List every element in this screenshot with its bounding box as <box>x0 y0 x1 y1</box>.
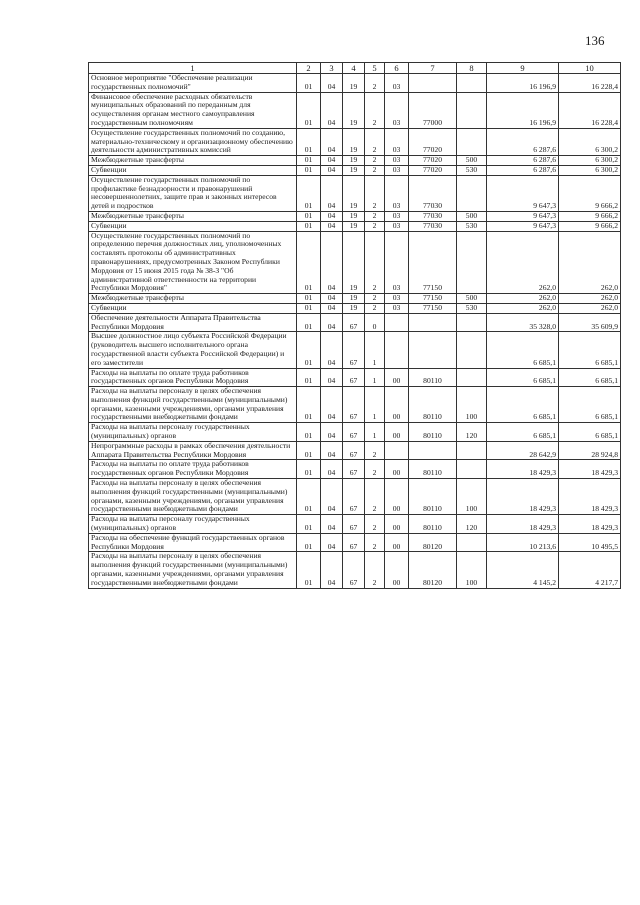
code-cell <box>457 92 487 128</box>
code-cell: 01 <box>297 175 321 211</box>
amount-cell: 18 429,3 <box>487 460 559 479</box>
code-cell: 04 <box>321 387 343 423</box>
code-cell: 2 <box>365 294 385 304</box>
amount-cell: 6 287,6 <box>487 165 559 175</box>
code-cell: 120 <box>457 515 487 534</box>
amount-cell: 18 429,3 <box>559 515 621 534</box>
code-cell: 01 <box>297 92 321 128</box>
code-cell: 01 <box>297 313 321 332</box>
table-row <box>89 423 621 442</box>
header-cell: 2 <box>297 63 321 74</box>
code-cell: 67 <box>343 552 365 588</box>
code-cell: 2 <box>365 479 385 515</box>
row-name: Расходы на выплаты персоналу в целях обеспечения выполнения функций государственными (муниципальными) органами, казенными учреждениями, органами управления государственными внебюджетными фондами <box>89 387 297 423</box>
amount-cell: 6 685,1 <box>559 387 621 423</box>
amount-cell: 10 213,6 <box>487 533 559 552</box>
code-cell: 04 <box>321 423 343 442</box>
code-cell: 00 <box>385 387 409 423</box>
code-cell: 77020 <box>409 165 457 175</box>
amount-cell: 18 429,3 <box>559 460 621 479</box>
code-cell: 77030 <box>409 211 457 221</box>
code-cell <box>457 231 487 294</box>
code-cell: 04 <box>321 211 343 221</box>
code-cell: 2 <box>365 211 385 221</box>
code-cell: 01 <box>297 231 321 294</box>
table-row <box>89 515 621 534</box>
code-cell: 00 <box>385 479 409 515</box>
code-cell <box>457 175 487 211</box>
amount-cell: 9 666,2 <box>559 221 621 231</box>
code-cell: 01 <box>297 552 321 588</box>
code-cell: 00 <box>385 460 409 479</box>
code-cell: 67 <box>343 441 365 460</box>
amount-cell: 10 495,5 <box>559 533 621 552</box>
code-cell: 04 <box>321 92 343 128</box>
code-cell: 19 <box>343 156 365 166</box>
header-cell: 3 <box>321 63 343 74</box>
row-name: Обеспечение деятельности Аппарата Правительства Республики Мордовия <box>89 313 297 332</box>
code-cell: 80110 <box>409 479 457 515</box>
header-cell: 10 <box>559 63 621 74</box>
code-cell: 01 <box>297 533 321 552</box>
amount-cell: 262,0 <box>559 294 621 304</box>
code-cell: 500 <box>457 156 487 166</box>
code-cell: 100 <box>457 479 487 515</box>
code-cell: 04 <box>321 479 343 515</box>
code-cell: 19 <box>343 74 365 93</box>
code-cell: 77030 <box>409 221 457 231</box>
amount-cell: 9 647,3 <box>487 175 559 211</box>
code-cell: 2 <box>365 231 385 294</box>
code-cell: 01 <box>297 221 321 231</box>
code-cell: 00 <box>385 423 409 442</box>
row-name: Осуществление государственных полномочий по определению перечня должностных лиц, уполномоченных составлять протоколы об административных правонарушениях, предусмотренных Законом Республики Мордовия от 15 июня 2015 года № 38-З "Об административной ответственности на территории Республики Мордовия" <box>89 231 297 294</box>
code-cell: 67 <box>343 368 365 387</box>
code-cell: 67 <box>343 313 365 332</box>
code-cell: 77020 <box>409 156 457 166</box>
code-cell: 04 <box>321 460 343 479</box>
code-cell: 2 <box>365 128 385 155</box>
code-cell: 03 <box>385 74 409 93</box>
amount-cell: 6 287,6 <box>487 128 559 155</box>
code-cell: 2 <box>365 303 385 313</box>
code-cell: 04 <box>321 332 343 368</box>
code-cell <box>409 313 457 332</box>
row-name: Основное мероприятие "Обеспечение реализации государственных полномочий" <box>89 74 297 93</box>
table-header-row <box>89 63 621 74</box>
code-cell: 80110 <box>409 368 457 387</box>
row-name: Расходы на выплаты персоналу в целях обеспечения выполнения функций государственными (муниципальными) органами, казенными учреждениями, органами управления государственными внебюджетными фондами <box>89 552 297 588</box>
code-cell <box>457 128 487 155</box>
budget-table <box>88 62 621 589</box>
table-row <box>89 460 621 479</box>
code-cell: 19 <box>343 92 365 128</box>
header-cell: 9 <box>487 63 559 74</box>
table-row <box>89 441 621 460</box>
code-cell: 03 <box>385 175 409 211</box>
table-row <box>89 175 621 211</box>
table-row <box>89 332 621 368</box>
code-cell: 120 <box>457 423 487 442</box>
code-cell: 19 <box>343 211 365 221</box>
row-name: Расходы на обеспечение функций государственных органов Республики Мордовия <box>89 533 297 552</box>
amount-cell: 28 642,9 <box>487 441 559 460</box>
row-name: Осуществление государственных полномочий по созданию, материально-техническому и организационному обеспечению деятельности административных комиссий <box>89 128 297 155</box>
amount-cell: 6 300,2 <box>559 156 621 166</box>
code-cell: 80120 <box>409 533 457 552</box>
header-cell: 7 <box>409 63 457 74</box>
row-name: Субвенции <box>89 221 297 231</box>
code-cell: 03 <box>385 211 409 221</box>
code-cell <box>457 74 487 93</box>
code-cell: 1 <box>365 368 385 387</box>
amount-cell: 9 666,2 <box>559 211 621 221</box>
code-cell: 67 <box>343 423 365 442</box>
code-cell: 77150 <box>409 303 457 313</box>
table-body <box>89 74 621 589</box>
code-cell <box>457 441 487 460</box>
code-cell: 01 <box>297 128 321 155</box>
code-cell: 00 <box>385 552 409 588</box>
code-cell: 2 <box>365 175 385 211</box>
amount-cell: 16 228,4 <box>559 74 621 93</box>
code-cell: 500 <box>457 294 487 304</box>
code-cell: 67 <box>343 332 365 368</box>
code-cell: 19 <box>343 128 365 155</box>
code-cell <box>409 332 457 368</box>
header-cell: 5 <box>365 63 385 74</box>
code-cell: 01 <box>297 211 321 221</box>
amount-cell: 6 685,1 <box>487 423 559 442</box>
code-cell: 01 <box>297 165 321 175</box>
code-cell: 04 <box>321 303 343 313</box>
row-name: Осуществление государственных полномочий по профилактике безнадзорности и правонарушений несовершеннолетних, защите прав и законных интересов детей и подростков <box>89 175 297 211</box>
code-cell: 04 <box>321 441 343 460</box>
table-row <box>89 92 621 128</box>
amount-cell: 262,0 <box>559 231 621 294</box>
code-cell: 80110 <box>409 387 457 423</box>
table-row <box>89 221 621 231</box>
code-cell: 67 <box>343 460 365 479</box>
code-cell: 01 <box>297 74 321 93</box>
code-cell: 80110 <box>409 460 457 479</box>
code-cell <box>385 332 409 368</box>
page-number: 136 <box>585 33 605 48</box>
code-cell: 77030 <box>409 175 457 211</box>
table-row <box>89 387 621 423</box>
code-cell: 01 <box>297 368 321 387</box>
code-cell: 01 <box>297 156 321 166</box>
code-cell: 19 <box>343 221 365 231</box>
code-cell: 0 <box>365 313 385 332</box>
code-cell <box>409 441 457 460</box>
code-cell <box>457 313 487 332</box>
code-cell: 77150 <box>409 231 457 294</box>
amount-cell: 35 609,9 <box>559 313 621 332</box>
table-row <box>89 552 621 588</box>
row-name: Межбюджетные трансферты <box>89 294 297 304</box>
amount-cell: 6 685,1 <box>487 387 559 423</box>
table-row <box>89 165 621 175</box>
code-cell: 500 <box>457 211 487 221</box>
code-cell: 04 <box>321 313 343 332</box>
amount-cell: 6 287,6 <box>487 156 559 166</box>
code-cell: 04 <box>321 533 343 552</box>
code-cell: 01 <box>297 294 321 304</box>
amount-cell: 18 429,3 <box>559 479 621 515</box>
code-cell: 19 <box>343 303 365 313</box>
code-cell: 04 <box>321 156 343 166</box>
code-cell: 04 <box>321 294 343 304</box>
row-name: Субвенции <box>89 303 297 313</box>
table-row <box>89 128 621 155</box>
code-cell: 2 <box>365 460 385 479</box>
amount-cell: 262,0 <box>487 294 559 304</box>
code-cell: 01 <box>297 479 321 515</box>
code-cell: 03 <box>385 294 409 304</box>
code-cell: 04 <box>321 368 343 387</box>
code-cell: 19 <box>343 175 365 211</box>
amount-cell: 9 666,2 <box>559 175 621 211</box>
code-cell: 03 <box>385 165 409 175</box>
header-cell: 6 <box>385 63 409 74</box>
code-cell: 04 <box>321 231 343 294</box>
header-cell: 4 <box>343 63 365 74</box>
row-name: Расходы на выплаты по оплате труда работников государственных органов Республики Мордовия <box>89 460 297 479</box>
row-name: Расходы на выплаты по оплате труда работников государственных органов Республики Мордовия <box>89 368 297 387</box>
code-cell: 04 <box>321 515 343 534</box>
code-cell: 530 <box>457 165 487 175</box>
code-cell: 2 <box>365 221 385 231</box>
table-row <box>89 74 621 93</box>
code-cell: 03 <box>385 92 409 128</box>
amount-cell: 6 685,1 <box>487 332 559 368</box>
amount-cell: 16 228,4 <box>559 92 621 128</box>
table-row <box>89 231 621 294</box>
code-cell: 67 <box>343 387 365 423</box>
code-cell: 67 <box>343 533 365 552</box>
code-cell: 04 <box>321 175 343 211</box>
code-cell <box>457 332 487 368</box>
code-cell: 03 <box>385 156 409 166</box>
code-cell: 01 <box>297 332 321 368</box>
table-row <box>89 368 621 387</box>
table-row <box>89 533 621 552</box>
row-name: Расходы на выплаты персоналу государственных (муниципальных) органов <box>89 423 297 442</box>
amount-cell: 262,0 <box>487 231 559 294</box>
amount-cell: 6 685,1 <box>487 368 559 387</box>
code-cell: 04 <box>321 128 343 155</box>
code-cell: 530 <box>457 303 487 313</box>
code-cell: 01 <box>297 515 321 534</box>
code-cell: 2 <box>365 552 385 588</box>
code-cell: 19 <box>343 294 365 304</box>
table-row <box>89 313 621 332</box>
amount-cell: 262,0 <box>559 303 621 313</box>
code-cell: 2 <box>365 156 385 166</box>
code-cell: 67 <box>343 515 365 534</box>
table-row <box>89 303 621 313</box>
code-cell <box>385 313 409 332</box>
amount-cell: 6 685,1 <box>559 332 621 368</box>
row-name: Финансовое обеспечение расходных обязательств муниципальных образований по переданным для осуществления органам местного самоуправления государственным полномочиям <box>89 92 297 128</box>
code-cell: 100 <box>457 552 487 588</box>
code-cell: 1 <box>365 423 385 442</box>
code-cell: 19 <box>343 165 365 175</box>
code-cell: 100 <box>457 387 487 423</box>
code-cell: 77150 <box>409 294 457 304</box>
amount-cell: 262,0 <box>487 303 559 313</box>
code-cell: 77020 <box>409 128 457 155</box>
code-cell: 80110 <box>409 515 457 534</box>
code-cell: 2 <box>365 165 385 175</box>
code-cell: 00 <box>385 533 409 552</box>
row-name: Непрограммные расходы в рамках обеспечения деятельности Аппарата Правительства Республики Мордовия <box>89 441 297 460</box>
code-cell: 77000 <box>409 92 457 128</box>
amount-cell: 6 685,1 <box>559 368 621 387</box>
code-cell: 04 <box>321 552 343 588</box>
amount-cell: 35 328,0 <box>487 313 559 332</box>
row-name: Расходы на выплаты персоналу государственных (муниципальных) органов <box>89 515 297 534</box>
code-cell: 01 <box>297 387 321 423</box>
code-cell: 530 <box>457 221 487 231</box>
code-cell: 01 <box>297 303 321 313</box>
amount-cell: 18 429,3 <box>487 479 559 515</box>
code-cell: 19 <box>343 231 365 294</box>
amount-cell: 6 300,2 <box>559 165 621 175</box>
code-cell: 03 <box>385 303 409 313</box>
row-name: Межбюджетные трансферты <box>89 211 297 221</box>
code-cell: 04 <box>321 74 343 93</box>
code-cell: 67 <box>343 479 365 515</box>
code-cell: 00 <box>385 515 409 534</box>
amount-cell: 16 196,9 <box>487 92 559 128</box>
amount-cell: 28 924,8 <box>559 441 621 460</box>
amount-cell: 6 685,1 <box>559 423 621 442</box>
row-name: Субвенции <box>89 165 297 175</box>
amount-cell: 16 196,9 <box>487 74 559 93</box>
amount-cell: 6 300,2 <box>559 128 621 155</box>
header-cell: 8 <box>457 63 487 74</box>
code-cell: 2 <box>365 74 385 93</box>
amount-cell: 4 217,7 <box>559 552 621 588</box>
code-cell <box>385 441 409 460</box>
row-name: Межбюджетные трансферты <box>89 156 297 166</box>
code-cell <box>457 533 487 552</box>
code-cell: 80110 <box>409 423 457 442</box>
table-row <box>89 294 621 304</box>
code-cell: 03 <box>385 128 409 155</box>
code-cell: 04 <box>321 221 343 231</box>
table-row <box>89 479 621 515</box>
code-cell: 00 <box>385 368 409 387</box>
code-cell: 04 <box>321 165 343 175</box>
table-row <box>89 211 621 221</box>
code-cell: 80120 <box>409 552 457 588</box>
code-cell: 2 <box>365 92 385 128</box>
amount-cell: 4 145,2 <box>487 552 559 588</box>
header-cell: 1 <box>89 63 297 74</box>
code-cell: 01 <box>297 441 321 460</box>
row-name: Расходы на выплаты персоналу в целях обеспечения выполнения функций государственными (муниципальными) органами, казенными учреждениями, органами управления государственными внебюджетными фондами <box>89 479 297 515</box>
code-cell: 03 <box>385 221 409 231</box>
amount-cell: 18 429,3 <box>487 515 559 534</box>
code-cell <box>409 74 457 93</box>
code-cell: 01 <box>297 460 321 479</box>
code-cell: 2 <box>365 533 385 552</box>
code-cell <box>457 368 487 387</box>
amount-cell: 9 647,3 <box>487 211 559 221</box>
code-cell: 2 <box>365 441 385 460</box>
code-cell: 1 <box>365 332 385 368</box>
table-row <box>89 156 621 166</box>
code-cell: 1 <box>365 387 385 423</box>
row-name: Высшее должностное лицо субъекта Российской Федерации (руководитель высшего исполнительного органа государственной власти субъекта Российской Федерации) и его заместители <box>89 332 297 368</box>
code-cell <box>457 460 487 479</box>
amount-cell: 9 647,3 <box>487 221 559 231</box>
code-cell: 01 <box>297 423 321 442</box>
code-cell: 2 <box>365 515 385 534</box>
code-cell: 03 <box>385 231 409 294</box>
